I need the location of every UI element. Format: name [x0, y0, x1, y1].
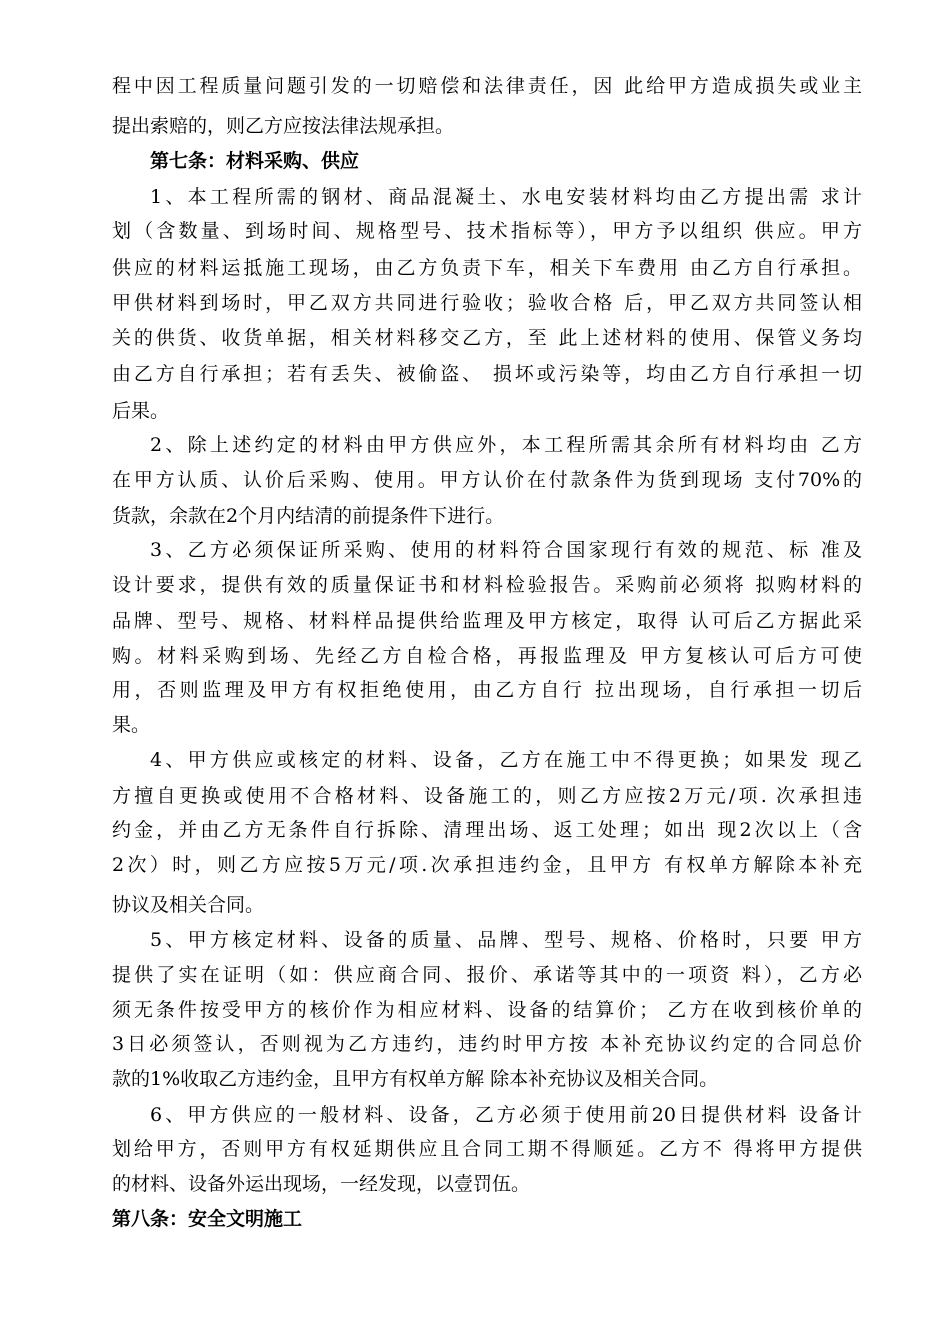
clause-line: 后果。 [112, 400, 170, 422]
section-heading-8: 第八条：安全文明施工 [112, 1208, 303, 1230]
clause-line: 购。材料采购到场、先经乙方自检合格，再报监理及 甲方复核认可后方可使 [112, 645, 862, 667]
clause-line: 供应的材料运抵施工现场，由乙方负责下车，相关下车费用 由乙方自行承担。 [112, 257, 862, 279]
clause-line: 方擅自更换或使用不合格材料、设备施工的，则乙方应按2万元/项. 次承担违 [112, 785, 862, 807]
clause-line: 设计要求，提供有效的质量保证书和材料检验报告。采购前必须将 拟购材料的 [112, 574, 862, 596]
clause-line: 甲供材料到场时，甲乙双方共同进行验收；验收合格 后，甲乙双方共同签认相 [112, 292, 862, 314]
clause-line: 划（含数量、到场时间、规格型号、技术指标等），甲方予以组织 供应。甲方 [112, 220, 862, 242]
clause-line: 提供了实在证明（如：供应商合同、报价、承诺等其中的一项资 料），乙方必 [112, 964, 862, 986]
clause-line: 协议及相关合同。 [112, 894, 265, 916]
clause-line: 约金，并由乙方无条件自行拆除、清理出场、返工处理；如出 现2次以上（含 [112, 819, 862, 841]
clause-line: 由乙方自行承担；若有丢失、被偷盗、 损坏或污染等，均由乙方自行承担一切 [112, 363, 862, 385]
clause-line: 1、本工程所需的钢材、商品混凝土、水电安装材料均由乙方提出需 求计 [150, 186, 862, 208]
clause-line: 的材料、设备外运出现场，一经发现，以壹罚伍。 [112, 1173, 531, 1195]
clause-line: 6、甲方供应的一般材料、设备，乙方必须于使用前20日提供材料 设备计 [150, 1104, 862, 1126]
clause-line: 在甲方认质、认价后采购、使用。甲方认价在付款条件为货到现场 支付70%的 [112, 469, 862, 491]
clause-line: 4、甲方供应或核定的材料、设备，乙方在施工中不得更换；如果发 现乙 [150, 749, 862, 771]
clause-line: 2、除上述约定的材料由甲方供应外，本工程所需其余所有材料均由 乙方 [150, 434, 862, 456]
clause-line: 5、甲方核定材料、设备的质量、品牌、型号、规格、价格时，只要 甲方 [150, 929, 862, 951]
clause-line: 须无条件按受甲方的核价作为相应材料、设备的结算价； 乙方在收到核价单的 [112, 999, 862, 1021]
section-heading-7: 第七条：材料采购、供应 [150, 150, 360, 172]
clause-line: 3、乙方必须保证所采购、使用的材料符合国家现行有效的规范、标 准及 [150, 539, 862, 561]
clause-line: 用，否则监理及甲方有权拒绝使用，由乙方自行 拉出现场，自行承担一切后 [112, 679, 862, 701]
clause-line: 关的供货、收货单据，相关材料移交乙方，至 此上述材料的使用、保管义务均 [112, 327, 862, 349]
clause-line: 货款，余款在2个月内结清的前提条件下进行。 [112, 505, 505, 527]
clause-line: 果。 [112, 714, 151, 736]
clause-line: 品牌、型号、规格、材料样品提供给监理及甲方核定，取得 认可后乙方据此采 [112, 610, 862, 632]
paragraph-line: 程中因工程质量问题引发的一切赔偿和法律责任，因 此给甲方造成损失或业主 [112, 75, 862, 97]
clause-line: 款的1%收取乙方违约金，且甲方有权单方解 除本补充协议及相关合同。 [112, 1068, 719, 1090]
clause-line: 3日必须签认，否则视为乙方违约，违约时甲方按 本补充协议约定的合同总价 [112, 1033, 862, 1055]
clause-line: 划给甲方，否则甲方有权延期供应且合同工期不得顺延。乙方不 得将甲方提供 [112, 1138, 862, 1160]
clause-line: 2次）时，则乙方应按5万元/项.次承担违约金，且甲方 有权单方解除本补充 [112, 854, 862, 876]
paragraph-line: 提出索赔的，则乙方应按法律法规承担。 [112, 115, 455, 137]
